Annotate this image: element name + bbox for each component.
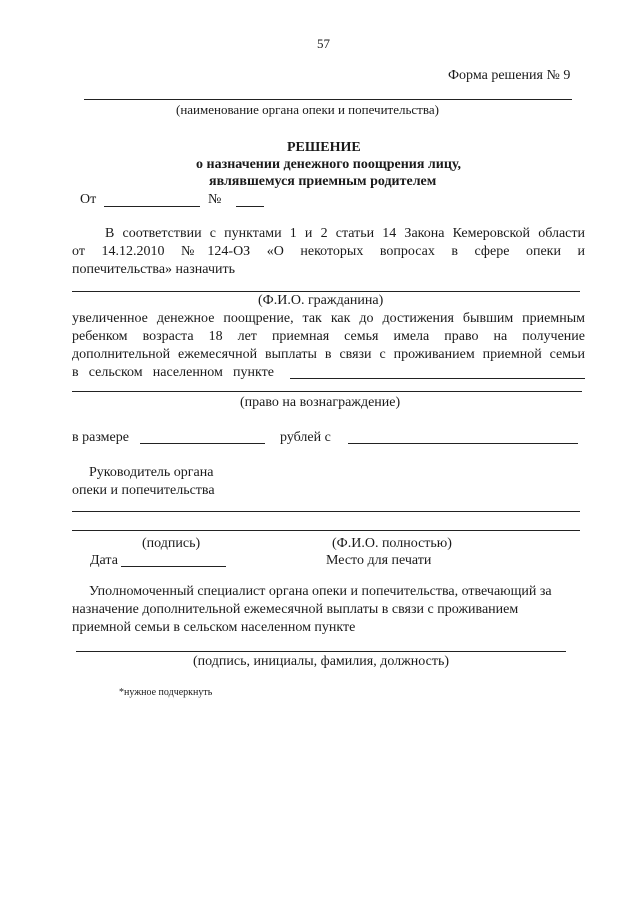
para1-line1: В соответствии с пунктами 1 и 2 статьи 14 Закона Кемеровской области — [105, 226, 585, 241]
date-line — [104, 206, 200, 207]
form-label: Форма решения № 9 — [448, 68, 571, 83]
right-line — [72, 391, 582, 392]
para2-line3: дополнительной ежемесячной выплаты в связи с проживанием приемной семьи — [72, 347, 585, 362]
specialist-line2: назначение дополнительной ежемесячной выплаты в связи с проживанием — [72, 602, 519, 617]
footnote: *нужное подчеркнуть — [119, 687, 213, 698]
amount-line — [140, 443, 265, 444]
stamp-place: Место для печати — [326, 553, 432, 568]
document-subtitle-line1: о назначении денежного поощрения лицу, — [196, 157, 461, 172]
amount-label: в размере — [72, 430, 129, 445]
number-line — [236, 206, 264, 207]
specialist-line — [76, 651, 566, 652]
number-label: № — [208, 192, 222, 207]
signature-caption: (подпись) — [142, 536, 201, 551]
head-title-line1: Руководитель органа — [89, 465, 214, 480]
rubles-label: рублей с — [280, 430, 331, 445]
page-number: 57 — [317, 36, 330, 51]
locality-line — [290, 378, 585, 379]
para1-line3: попечительства» назначить — [72, 262, 235, 277]
head-line-2 — [72, 530, 580, 531]
specialist-caption: (подпись, инициалы, фамилия, должность) — [193, 654, 450, 669]
head-title-line2: опеки и попечительства — [72, 483, 215, 498]
para2-line2: ребенком возраста 18 лет приемная семья имела право на получение — [72, 329, 585, 344]
document-title: РЕШЕНИЕ — [287, 140, 361, 155]
para2-line4: в сельском населенном пункте — [72, 365, 274, 380]
fio-line — [72, 291, 580, 292]
fio-caption: (Ф.И.О. гражданина) — [258, 293, 384, 308]
right-caption: (право на вознаграждение) — [240, 395, 401, 410]
authority-caption: (наименование органа опеки и попечительства) — [176, 102, 439, 117]
authority-line — [84, 99, 572, 100]
from-date-line — [348, 443, 578, 444]
date-label: От — [80, 192, 97, 207]
head-line-1 — [72, 511, 580, 512]
specialist-line1: Уполномоченный специалист органа опеки и попечительства, отвечающий за — [89, 584, 552, 599]
sign-date-line — [121, 566, 226, 567]
fullname-caption: (Ф.И.О. полностью) — [332, 536, 452, 551]
specialist-line3: приемной семьи в сельском населенном пункте — [72, 620, 356, 635]
document-subtitle-line2: являвшемуся приемным родителем — [209, 174, 437, 189]
date-word: Дата — [90, 553, 118, 568]
para2-line1: увеличенное денежное поощрение, так как до достижения бывшим приемным — [72, 311, 585, 326]
para1-line2: от 14.12.2010 №124-ОЗ «О некоторых вопросах в сфере опеки и — [72, 244, 585, 259]
